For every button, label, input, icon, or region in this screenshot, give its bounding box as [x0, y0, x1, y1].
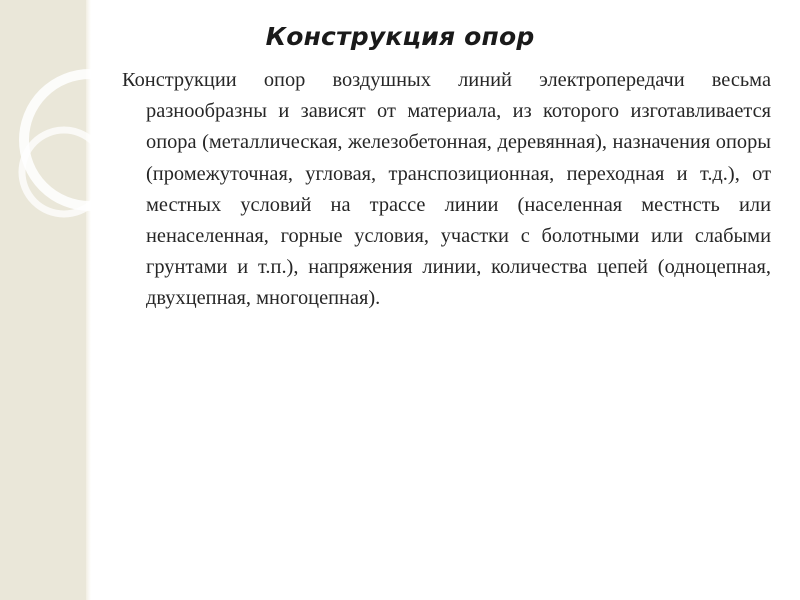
slide-title: Конструкция опор — [265, 22, 535, 51]
side-band-edge — [86, 0, 91, 600]
decorative-side-band — [0, 0, 86, 600]
body-paragraph-text: Конструкции опор воздушных линий электропередачи весьма разнообразны и зависят от материала, из которого изготавливается опора (металлическая, железобетонная, деревянная), назначения опоры (промежуточная, угловая, транспозиционная, переходная и т.д.), от местных условий на трассе линии (населенная местнсть или ненаселенная, горные условия, участки с болотными или слабыми грунтами и т.п.), напряжения линии, количества цепей (одноцепная, двухцепная, многоцепная). — [122, 69, 771, 310]
body-paragraph — [122, 65, 771, 315]
